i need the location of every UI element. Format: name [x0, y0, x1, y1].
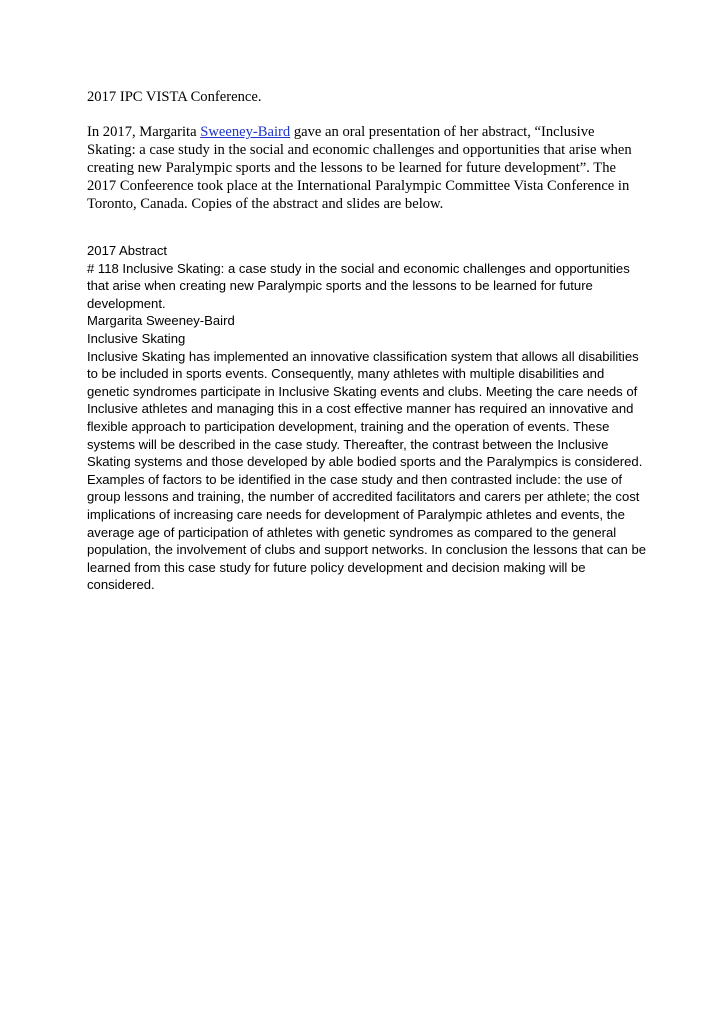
intro-text-end: gave an oral presentation of her abstract, “Inclusive Skating: a case study in the social and economic challenges and opportunities that arise when creating new Paralympic sports and the lessons to be learned for future development”. The 2017 Confeerence took place at the International Paralympic Committee Vista Conference in Toronto, Canada. Copies of the abstract and slides are below. [87, 124, 632, 212]
abstract-section-label: 2017 Abstract [87, 243, 168, 258]
abstract-organisation: Inclusive Skating [87, 330, 186, 346]
abstract-body: Inclusive Skating has implemented an innovative classification system that allows all disabilities to be included in sports events. Consequently, many athletes with multiple disabilities and genetic syndromes participate in Inclusive Skating events and clubs. Meeting the care needs of Inclusive athletes and managing this in a cost effective manner has required an innovative and flexible approach to participation development, training and the operation of events. These systems will be described in the case study. Thereafter, the contrast between the Inclusive Skating systems and those developed by able bodied sports and the Paralympics is considered. Examples of factors to be identified in the case study and then contrasted include: the use of group lessons and training, the number of accredited facilitators and carers per athlete; the cost implications of increasing care needs for development of Paralympic athletes and events, the average age of participation of athletes with genetic syndromes as compared to the general population, the involvement of clubs and support networks. In conclusion the lessons that can be learned from this case study for future policy development and decision making will be considered. [87, 348, 647, 593]
abstract-title: # 118 Inclusive Skating: a case study in the social and economic challenges and opportunities that arise when creating new Paralympic sports and the lessons to be learned for future development. [87, 260, 630, 311]
abstract-author: Margarita Sweeney-Baird [87, 313, 235, 329]
intro-paragraph [87, 123, 643, 213]
abstract-section [87, 242, 647, 594]
intro-text-start: In 2017, Margarita [87, 124, 201, 140]
document-heading: 2017 IPC VISTA Conference. [87, 89, 262, 105]
author-link[interactable]: Sweeney-Baird [200, 124, 291, 140]
